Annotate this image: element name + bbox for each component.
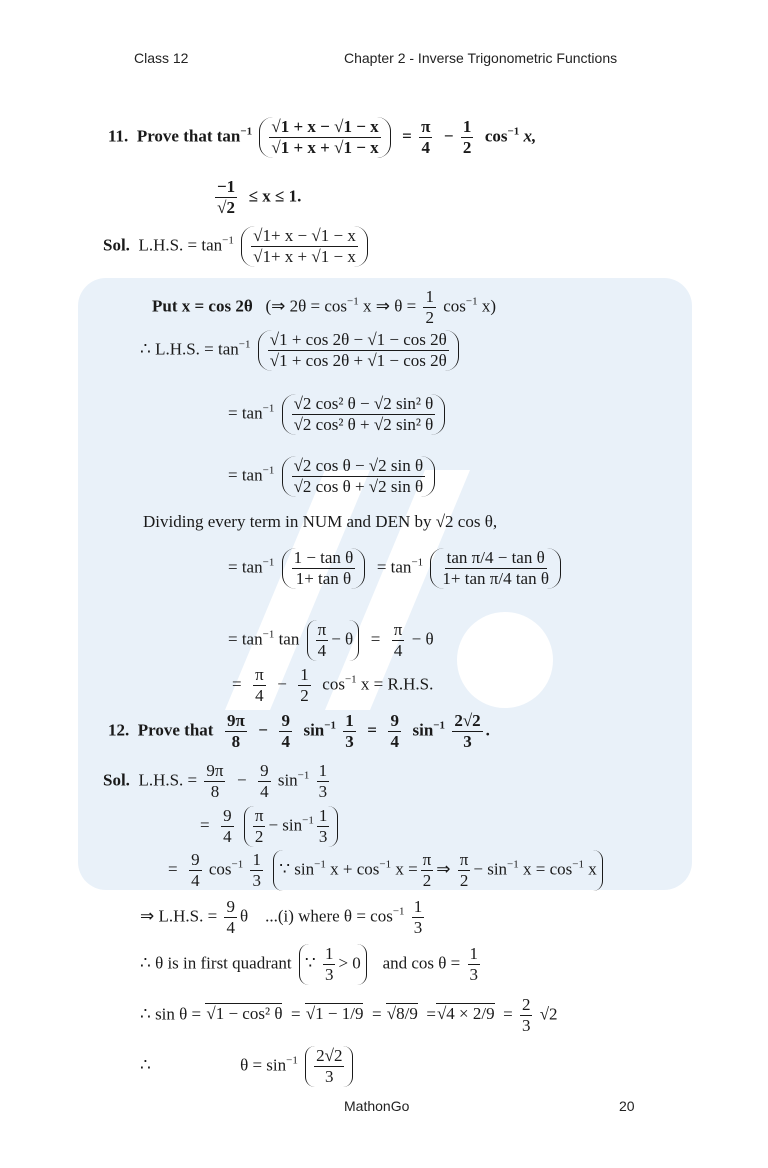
header-chapter: Chapter 2 - Inverse Trigonometric Functions [344, 50, 618, 66]
solution-11-step-2: = $\tan^{-1}$ $\frac{\text{√2 cos² θ − √2 sin² θ}}{\text{√2 cos² θ + √2 sin² θ}}$ [228, 394, 448, 435]
solution-11-divide-note: Dividing every term in NUM and DEN by √2 cos θ, [143, 512, 498, 531]
solution-12-step-3: = $\frac{9}{4}$ $\cos^{-1}$ $\frac{1}{3}$ ∵ $\sin^{-1} x + \cos^{-1} x$ = $\frac{\pi}{2}$ ⇒ $\frac{\pi}{2}$ − $\sin^{-1} x = \cos^{-1} x$ [168, 850, 606, 891]
solution-11-step-3: = $\tan^{-1}$ $\frac{\text{√2 cos θ − √2 sin θ}}{\text{√2 cos θ + √2 sin θ}}$ [228, 456, 438, 497]
solution-12-theta-def: ⇒ L.H.S. = $\frac{9}{4}$ θ ...(i) where $\theta = \cos^{-1}$ $\frac{1}{3}$ [140, 897, 423, 937]
solution-11-step-5: = $\tan^{-1} \tan$ $\frac{\pi}{4}$ − θ = $\frac{\pi}{4}$ − θ [228, 620, 434, 660]
solution-11-step-6: = $\frac{\pi}{4}$ − $\frac{1}{2}$ $\cos^{-1} x = R.H.S$. [232, 665, 434, 705]
solution-11-lhs: Sol. L.H.S. = $\tan^{-1}$ $\frac{√1+ x - √1 - x}{√1+ x + √1 - x}$ [103, 226, 371, 267]
question-11-domain: $\frac{-1}{√2}$ ≤ x ≤ 1. [217, 177, 302, 217]
solution-12-theta-value: ∴ $\theta = \sin^{-1}$ $\frac{2√2}{3}$ [140, 1046, 356, 1087]
question-12: 12. Prove that $\frac{9\pi}{8}$ − $\frac{9}{4}$ $\sin^{-1}$ $\frac{1}{3}$ = $\frac{9}{4}$ $\sin^{-1}$ $\frac{2√2}{3}$ . [108, 711, 490, 751]
solution-11-step-4: = $\tan^{-1}$ $\frac{\text{1 − tan θ}}{\text{1+ tan θ}}$ = $\tan^{-1}$ $\frac{\text{tan π/4 − tan θ}}{\text{1+ tan π/4 tan θ}}$ [228, 548, 564, 589]
solution-11-step-1: ∴ L.H.S. = $\tan^{-1}$ $\frac{√1 + \cos 2\theta - √1 - \cos 2\theta}{√1 + \cos 2\theta + √1 - \cos 2\theta}$ [140, 330, 462, 371]
footer-brand: MathonGo [344, 1098, 410, 1114]
solution-12-step-2: = $\frac{9}{4}$ $\frac{\pi}{2}$ − $\sin^{-1}$ $\frac{1}{3}$ [200, 806, 341, 847]
header-class: Class 12 [134, 50, 189, 66]
solution-11-substitution: Put x = cos 2θ (⇒ $2\theta = \cos^{-1} x$ ⇒ θ = $\frac{1}{2}$ $\cos^{-1} x$) [152, 287, 497, 327]
page-number: 20 [619, 1098, 635, 1114]
solution-12-lhs: Sol. L.H.S. = $\frac{9\pi}{8}$ − $\frac{9}{4}$ $\sin^{-1}$ $\frac{1}{3}$ [103, 761, 328, 801]
solution-12-sine: ∴ sin θ = √1 − cos² θ = √1 − 1/9 = √8/9 =√4 × 2/9 = $\frac{2}{3}$ √2 [140, 995, 558, 1035]
solution-12-quadrant: ∴ θ is in first quadrant ∵ $\frac{1}{3}$ > 0 and cos θ = $\frac{1}{3}$ [140, 944, 478, 984]
question-11: 11. Prove that $\tan^{-1}$ $\frac{√1 + x - √1 - x}{√1 + x + √1 - x}$ = $\frac{\pi}{4}$ − $\frac{1}{2}$ $\cos^{-1} x$, [108, 117, 537, 157]
